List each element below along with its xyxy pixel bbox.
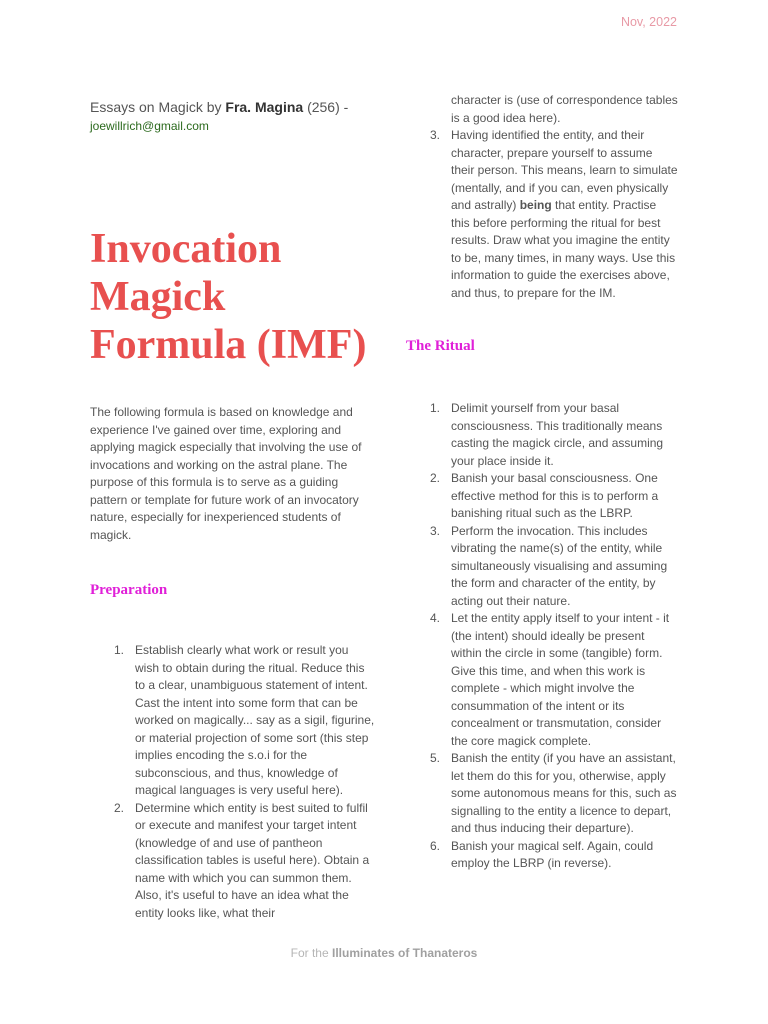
emphasis-text: being xyxy=(519,198,552,212)
list-item-text: Banish your basal consciousness. One effective method for this is to perform a banishing ritual such as the LBRP. xyxy=(451,471,659,520)
footer-organization: Illuminates of Thanateros xyxy=(332,946,478,960)
byline-prefix: Essays on Magick by xyxy=(90,99,226,115)
preparation-list-continued xyxy=(406,127,678,302)
title-line-3: Formula (IMF) xyxy=(90,322,367,368)
list-number: 5. xyxy=(430,751,441,765)
page-footer xyxy=(0,946,768,960)
right-column xyxy=(406,92,678,873)
preparation-list xyxy=(90,642,375,922)
list-item-text: Having identified the entity, and their character, prepare yourself to assume their person. This means, learn to simulate (mentally, and if you can, even physically and astrally) xyxy=(451,128,678,212)
ritual-list xyxy=(406,400,678,873)
list-item-continuation: character is (use of correspondence tables is a good idea here). xyxy=(451,93,678,125)
author-email-link[interactable]: joewillrich@gmail.com xyxy=(90,119,209,133)
list-item xyxy=(406,523,678,611)
intro-paragraph: The following formula is based on knowledge and experience I've gained over time, exploring and applying magick especially that involving the use of invocations and working on the astral plane. The purpose of this formula is to serve as a guiding pattern or template for future work of an invocatory nature, especially for inexperienced students of magick. xyxy=(90,405,362,542)
title-line-1: Invocation xyxy=(90,226,282,272)
list-item xyxy=(406,470,678,523)
date-label: Nov, 2022 xyxy=(620,15,677,29)
author-name: Fra. Magina xyxy=(225,99,304,115)
list-item-text: Perform the invocation. This includes vibrating the name(s) of the entity, while simultaneously visualising and assuming the form and character of the entity, by acting out their nature. xyxy=(451,523,668,608)
list-item-text: Establish clearly what work or result you wish to obtain during the ritual. Reduce this to a clear, unambiguous statement of intent. Cast the intent into some form that can be worked on magically... say as a sigil, figurine, or material projection of some sort (this step implies encoding the s.o.i for the subconscious, and thus, knowledge of magical languages is very useful here). xyxy=(135,643,375,797)
list-number: 3. xyxy=(430,128,441,142)
list-item-text: Determine which entity is best suited to fulfil or execute and manifest your target intent (knowledge of and use of pantheon classification tables is useful here). Obtain a name with which you can summon them. Also, it's useful to have an idea what the entity looks like, what their xyxy=(135,800,370,920)
list-item xyxy=(90,642,375,800)
ritual-heading: The Ritual xyxy=(406,338,475,354)
list-number: 2. xyxy=(430,471,441,485)
list-number: 3. xyxy=(430,523,441,538)
list-item-text: that entity. Practise this before performing the ritual for best results. Draw what you imagine the entity to be, many times, in many ways. Use this information to guide the exercises above, and thus, to prepare for the IM. xyxy=(451,198,676,300)
list-number: 1. xyxy=(114,643,125,657)
title-line-2: Magick xyxy=(90,274,226,320)
footer-prefix: For the xyxy=(290,946,332,960)
list-item xyxy=(406,838,678,873)
list-number: 6. xyxy=(430,838,441,853)
preparation-heading: Preparation xyxy=(90,582,168,598)
list-number: 1. xyxy=(430,401,441,415)
list-number: 2. xyxy=(114,800,125,815)
list-item xyxy=(406,127,678,302)
left-column xyxy=(90,98,375,922)
list-number: 4. xyxy=(430,611,441,625)
list-item xyxy=(406,610,678,750)
byline xyxy=(90,98,375,116)
byline-suffix: (256) - xyxy=(303,99,349,115)
page-title xyxy=(90,225,375,369)
list-item-text: Delimit yourself from your basal consciousness. This traditionally means casting the magick circle, and assuming your place inside it. xyxy=(451,401,664,468)
list-item xyxy=(90,800,375,923)
list-item-text: Banish the entity (if you have an assistant, let them do this for you, otherwise, apply some autonomous means for this, such as signalling to the entity a licence to depart, and thus inducing their departure). xyxy=(451,751,677,835)
list-item xyxy=(406,750,678,838)
list-item-text: Banish your magical self. Again, could employ the LBRP (in reverse). xyxy=(451,838,654,870)
list-item xyxy=(406,400,678,470)
list-item-text: Let the entity apply itself to your intent - it (the intent) should ideally be present within the circle in some (tangible) form. Give this time, and when this work is complete - which might involve the consummation of the intent or its concealment or transmutation, consider the core magick complete. xyxy=(451,611,670,748)
